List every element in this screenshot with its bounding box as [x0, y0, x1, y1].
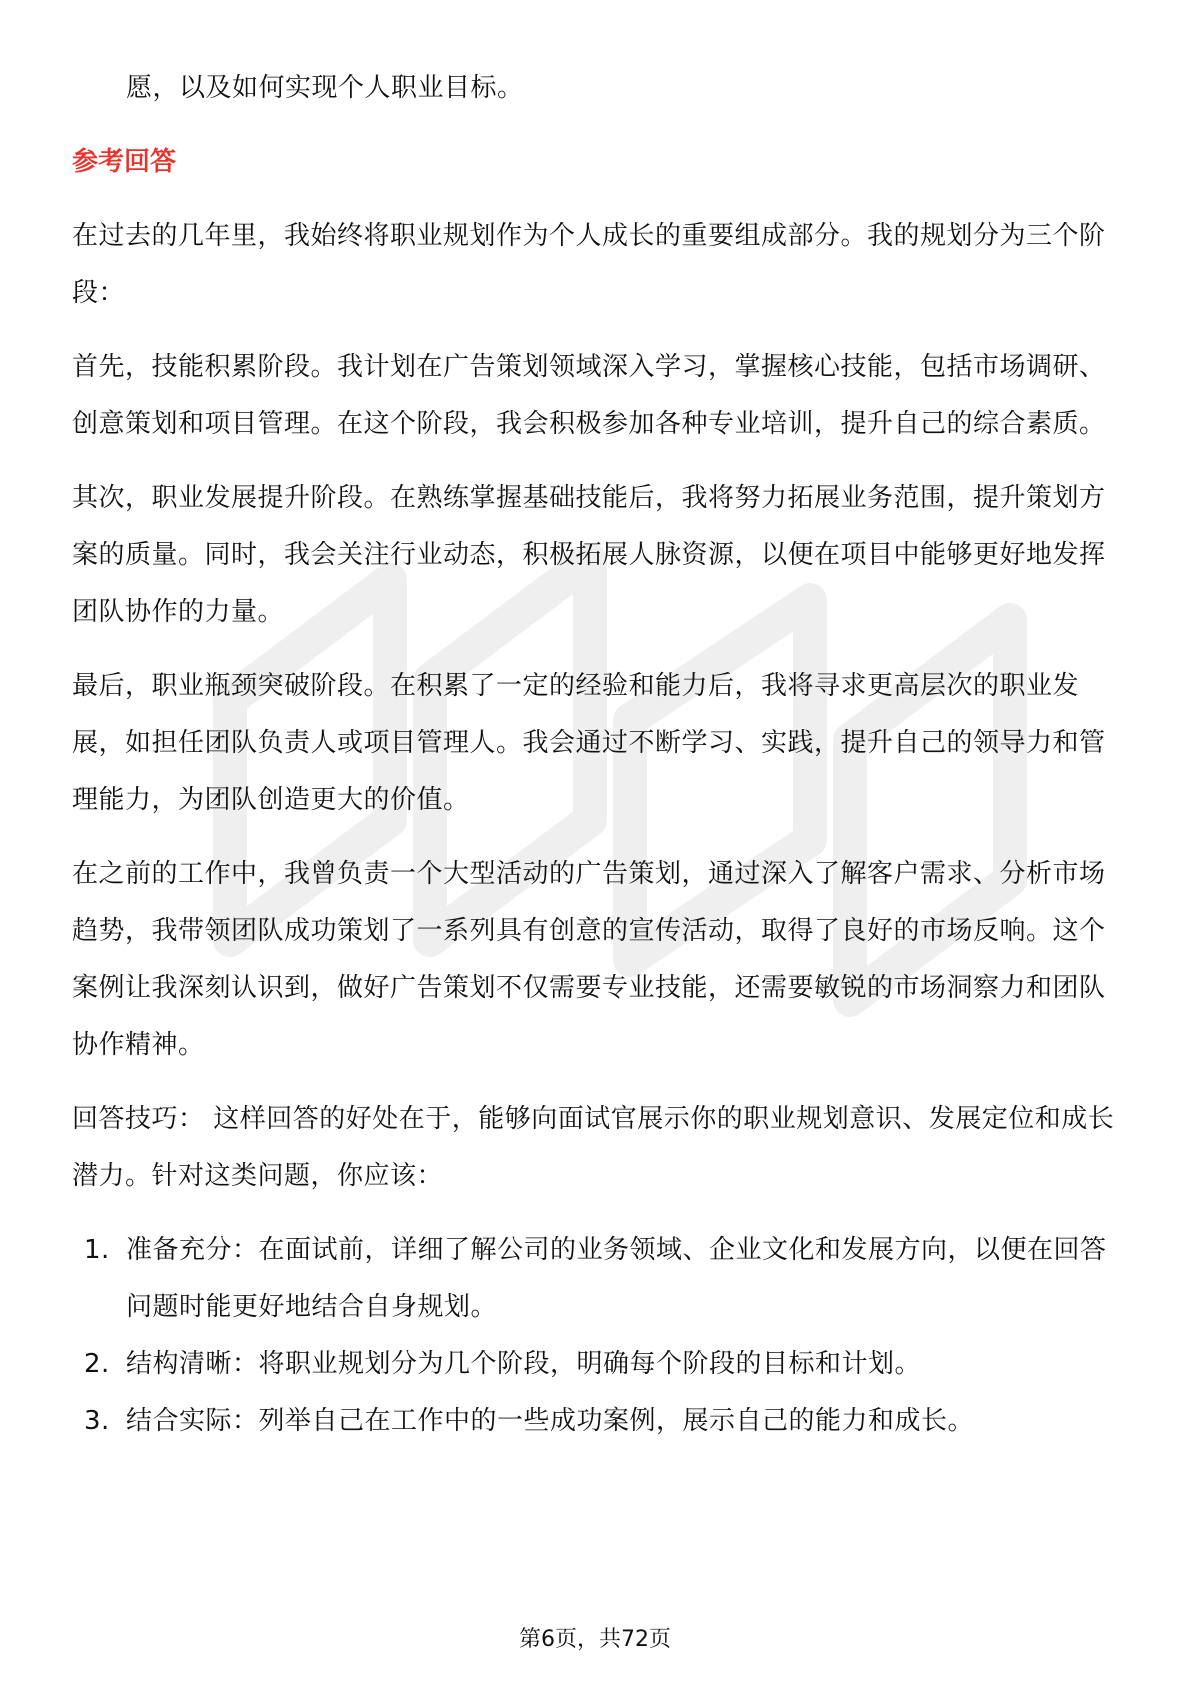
- list-item: [72, 1393, 1122, 1450]
- paragraph-stage-2: 其次，职业发展提升阶段。在熟练掌握基础技能后，我将努力拓展业务范围，提升策划方案的质量。同时，我会关注行业动态，积极拓展人脉资源，以便在项目中能够更好地发挥团队协作的力量。: [72, 483, 1106, 627]
- paragraph-tips-intro: 回答技巧： 这样回答的好处在于，能够向面试官展示你的职业规划意识、发展定位和成长潜力。针对这类问题，你应该：: [72, 1104, 1115, 1191]
- paragraph-stage-3: 最后，职业瓶颈突破阶段。在积累了一定的经验和能力后，我将寻求更高层次的职业发展，如担任团队负责人或项目管理人。我会通过不断学习、实践，提升自己的领导力和管理能力，为团队创造更大的价值。: [72, 671, 1106, 815]
- list-text: 准备充分：在面试前，详细了解公司的业务领域、企业文化和发展方向，以便在回答问题时能更好地结合自身规划。: [126, 1235, 1107, 1322]
- list-text: 结构清晰：将职业规划分为几个阶段，明确每个阶段的目标和计划。: [126, 1349, 922, 1379]
- paragraph-case: 在之前的工作中，我曾负责一个大型活动的广告策划，通过深入了解客户需求、分析市场趋势，我带领团队成功策划了一系列具有创意的宣传活动，取得了良好的市场反响。这个案例让我深刻认识到，做好广告策划不仅需要专业技能，还需要敏锐的市场洞察力和团队协作精神。: [72, 859, 1106, 1060]
- list-item: [72, 1336, 1122, 1393]
- page-footer: 第6页，共72页: [519, 1627, 671, 1652]
- list-number: 2.: [84, 1349, 110, 1379]
- paragraph-intro: 在过去的几年里，我始终将职业规划作为个人成长的重要组成部分。我的规划分为三个阶段：: [72, 221, 1106, 308]
- list-number: 3.: [84, 1406, 110, 1436]
- content-area: [72, 60, 1122, 1450]
- section-heading: 参考回答: [72, 147, 177, 177]
- intro-tail: 愿，以及如何实现个人职业目标。: [126, 73, 524, 103]
- tips-list: [72, 1222, 1122, 1450]
- list-item: [72, 1222, 1122, 1336]
- paragraph-stage-1: 首先，技能积累阶段。我计划在广告策划领域深入学习，掌握核心技能，包括市场调研、创意策划和项目管理。在这个阶段，我会积极参加各种专业培训，提升自己的综合素质。: [72, 352, 1106, 439]
- list-number: 1.: [84, 1235, 110, 1265]
- list-text: 结合实际：列举自己在工作中的一些成功案例，展示自己的能力和成长。: [126, 1406, 975, 1436]
